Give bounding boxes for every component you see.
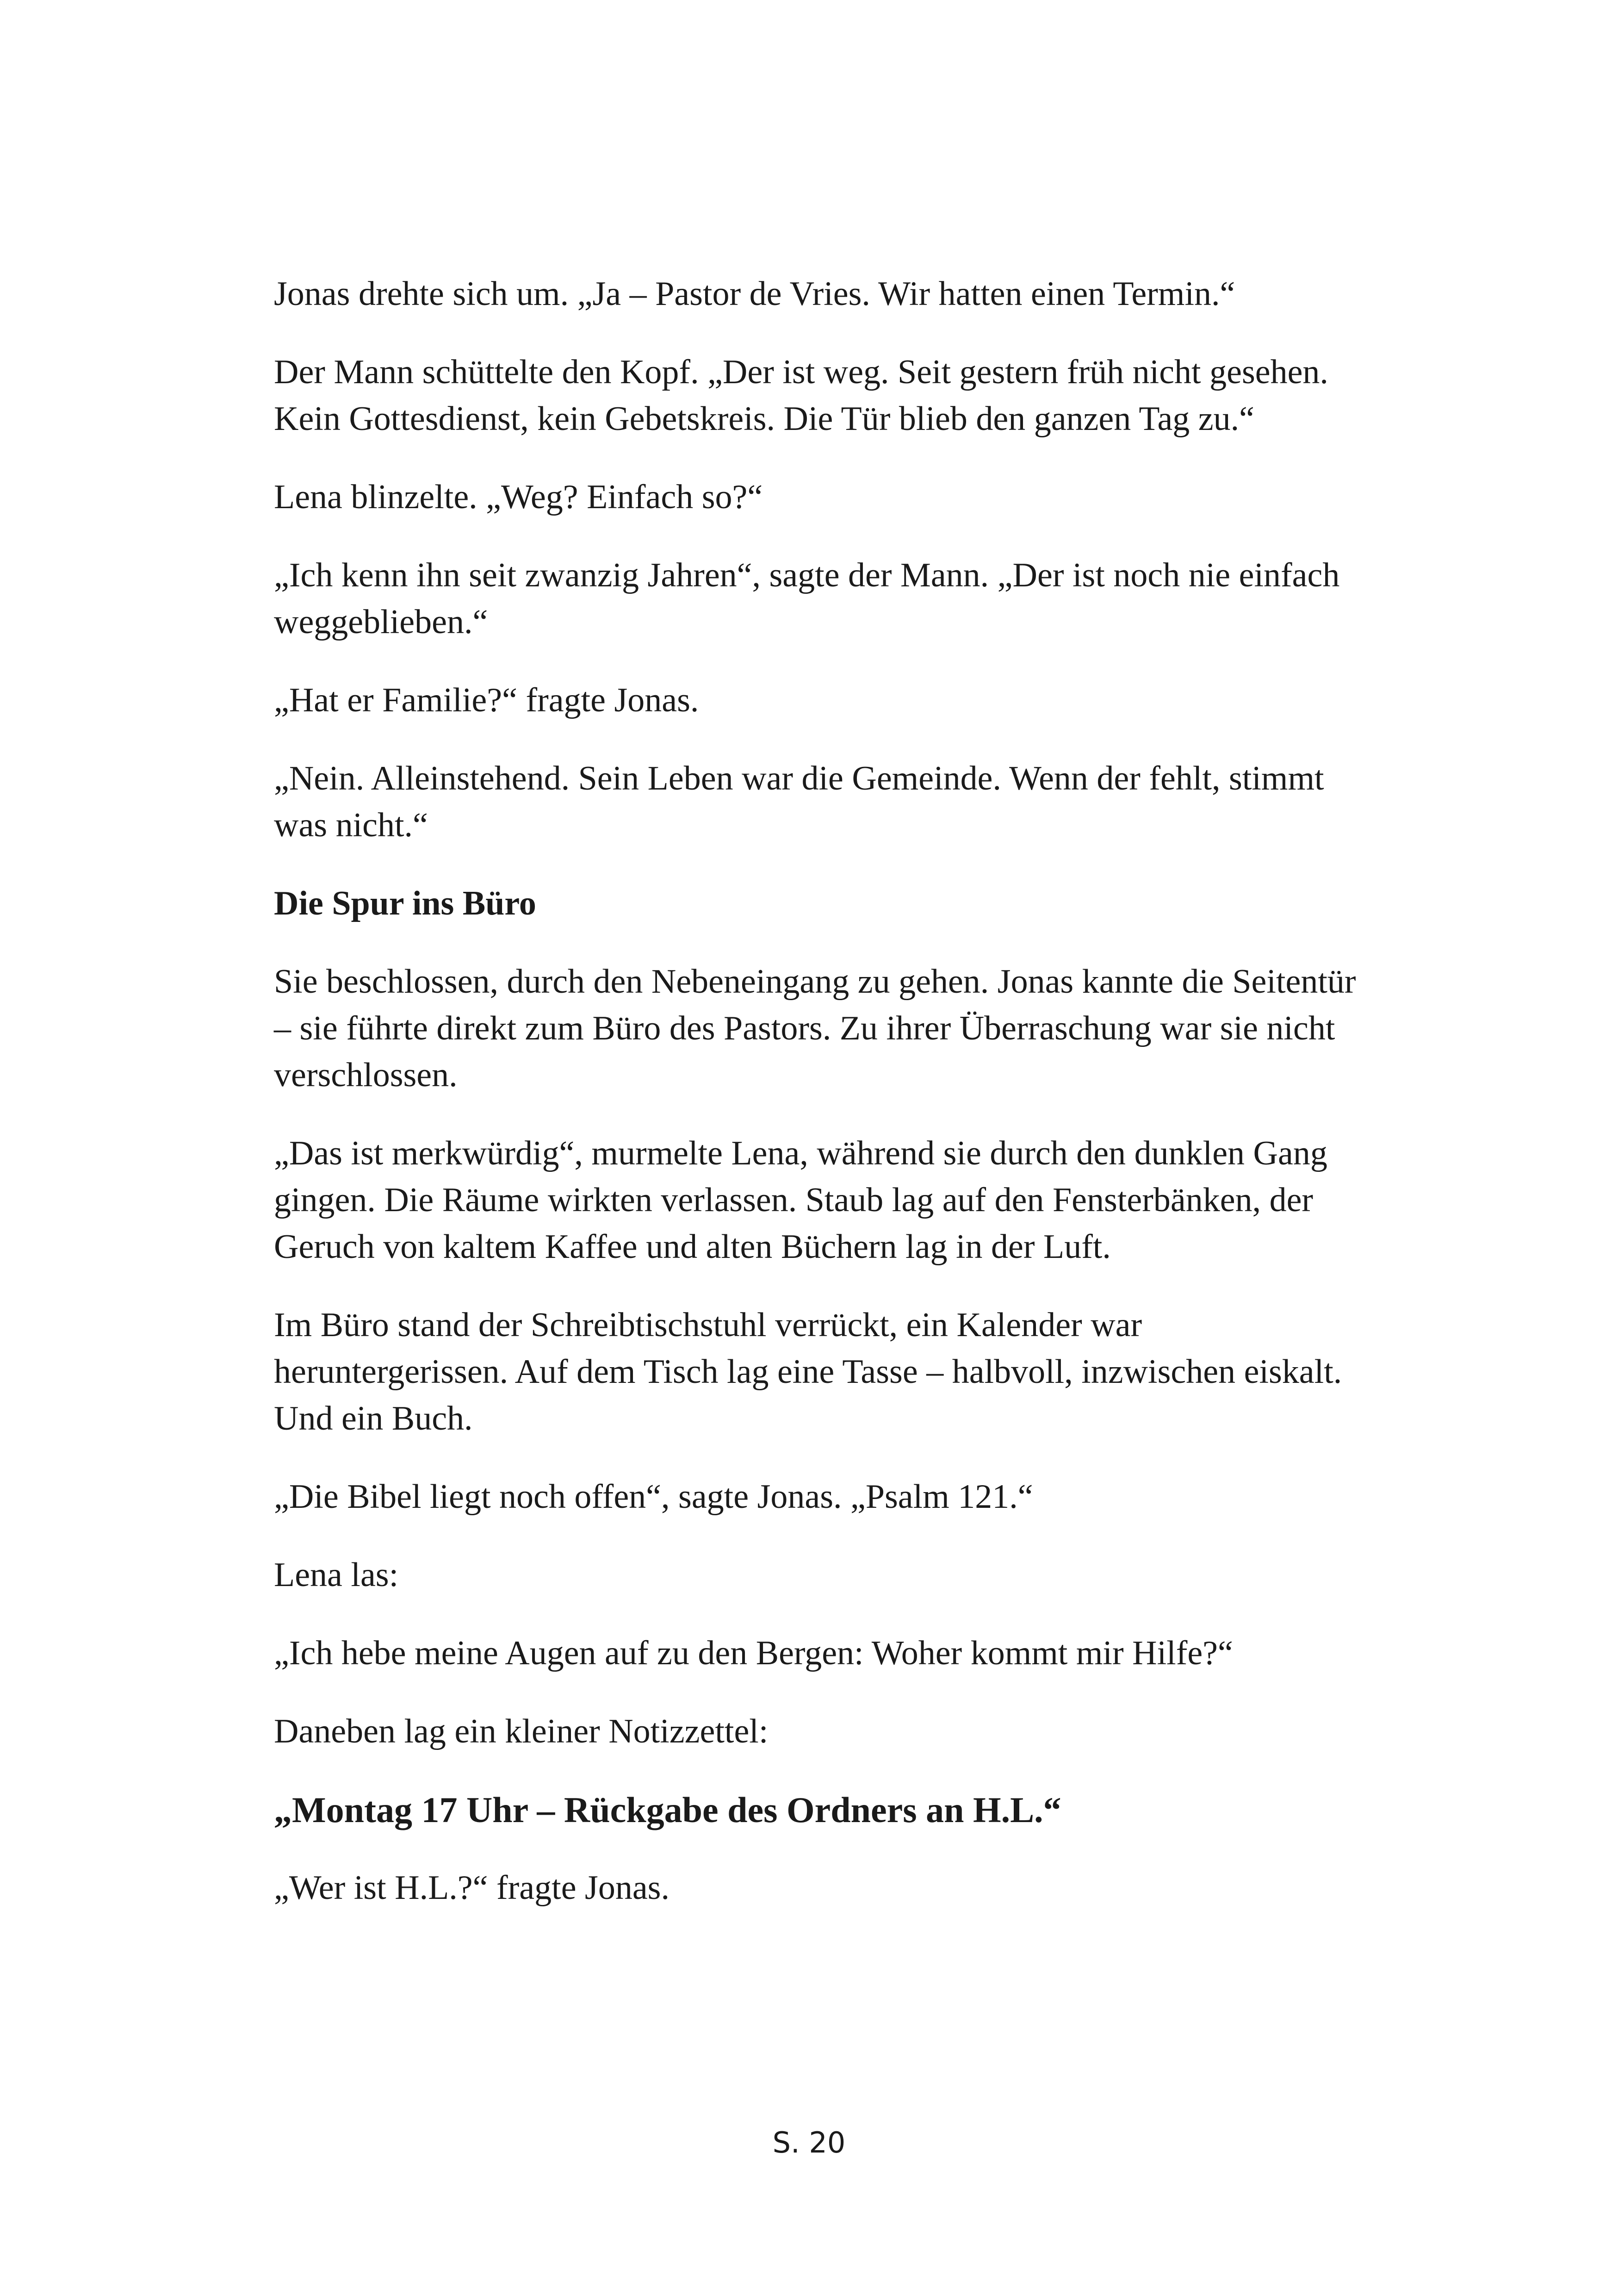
paragraph-2: Der Mann schüttelte den Kopf. „Der ist weg. Seit gestern früh nicht gesehen. Kein Gottesdienst, kein Gebetskreis. Die Tür blieb den ganzen Tag zu.“ bbox=[274, 353, 1328, 438]
note-text: „Montag 17 Uhr – Rückgabe des Ordners an H.L.“ bbox=[274, 1790, 1061, 1830]
paragraph-6: „Nein. Alleinstehend. Sein Leben war die Gemeinde. Wenn der fehlt, stimmt was nicht.“ bbox=[274, 759, 1324, 844]
paragraph-3: Lena blinzelte. „Weg? Einfach so?“ bbox=[274, 478, 763, 516]
section-heading: Die Spur ins Büro bbox=[274, 884, 536, 922]
section-paragraph-6: „Ich hebe meine Augen auf zu den Bergen: Woher kommt mir Hilfe?“ bbox=[274, 1634, 1233, 1672]
section-paragraph-7: Daneben lag ein kleiner Notizzettel: bbox=[274, 1712, 769, 1750]
section-paragraph-4: „Die Bibel liegt noch offen“, sagte Jonas. „Psalm 121.“ bbox=[274, 1478, 1033, 1516]
section-paragraph-5: Lena las: bbox=[274, 1556, 399, 1594]
section-paragraph-3: Im Büro stand der Schreibtischstuhl verrückt, ein Kalender war heruntergerissen. Auf dem Tisch lag eine Tasse – halbvoll, inzwischen eiskalt. Und ein Buch. bbox=[274, 1306, 1342, 1437]
page-number: S. 20 bbox=[772, 2126, 846, 2159]
paragraph-4: „Ich kenn ihn seit zwanzig Jahren“, sagte der Mann. „Der ist noch nie einfach weggeblieben.“ bbox=[274, 556, 1340, 641]
paragraph-1: Jonas drehte sich um. „Ja – Pastor de Vries. Wir hatten einen Termin.“ bbox=[274, 275, 1235, 313]
page-body bbox=[274, 271, 1375, 1943]
closing-paragraph: „Wer ist H.L.?“ fragte Jonas. bbox=[274, 1869, 670, 1907]
paragraph-5: „Hat er Familie?“ fragte Jonas. bbox=[274, 681, 699, 719]
section-paragraph-1: Sie beschlossen, durch den Nebeneingang zu gehen. Jonas kannte die Seitentür – sie führte direkt zum Büro des Pastors. Zu ihrer Überraschung war sie nicht verschlossen. bbox=[274, 963, 1356, 1094]
section-paragraph-2: „Das ist merkwürdig“, murmelte Lena, während sie durch den dunklen Gang gingen. Die Räume wirkten verlassen. Staub lag auf den Fensterbänken, der Geruch von kaltem Kaffee und alten Büchern lag in der Luft. bbox=[274, 1134, 1327, 1266]
